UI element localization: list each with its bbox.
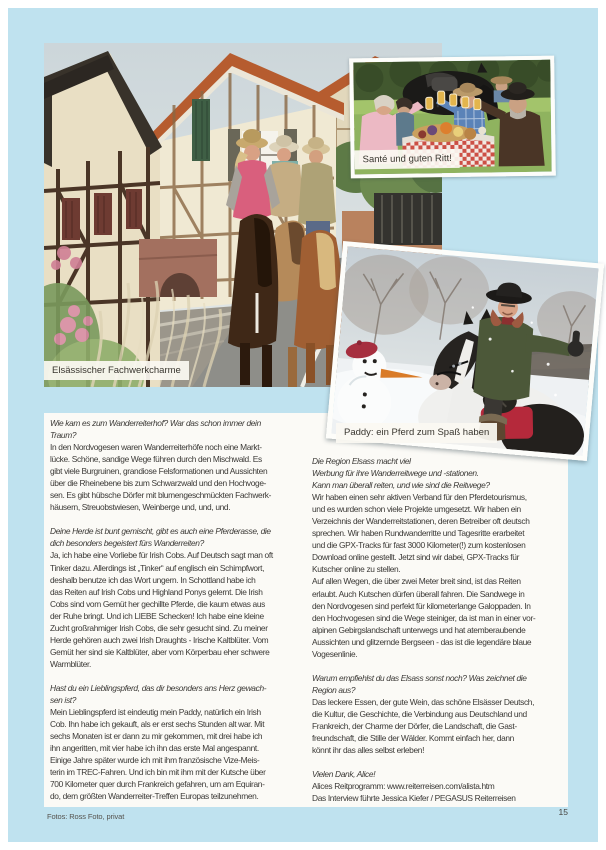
text-line: Vielen Dank, Alice! — [312, 769, 376, 780]
text-line: Kann man überall reiten, und wie sind die Reitwege? — [312, 480, 490, 491]
text-line: Zucht großrahmiger Irish Cobs, die sehr gesucht sind. Zu meiner — [50, 622, 268, 633]
text-line: Werbung für ihre Wanderreitwege und -stationen. — [312, 468, 479, 479]
text-line: den Hochvogesen sind die Wege steiniger, da ist man in einer vor- — [312, 612, 536, 623]
interview-question — [50, 417, 308, 441]
sandstone-wall — [139, 239, 217, 297]
qa-group — [312, 672, 564, 756]
interview-answer — [50, 441, 308, 513]
text-line: alpinen Gebirgslandschaft unterwegs und hat atemberaubende — [312, 624, 526, 635]
interview-answer — [312, 696, 564, 756]
text-line: und es wurden schon viele Projekte umgesetzt. Wir haben ein — [312, 504, 521, 515]
text-line: deshalb benutze ich das Wort ungern. In Schottland habe ich — [50, 574, 256, 585]
text-line: sen ist? — [50, 694, 77, 705]
text-line: Ja, ich habe eine Vorliebe für Irish Cobs. Auf Deutsch sagt man oft — [50, 550, 273, 561]
text-line: das Reiten auf Irish Cobs und Highland Ponys gelernt. Die Irish — [50, 586, 263, 597]
text-line: sechs Monaten ist er dann zu mir gekommen, mit drei habe ich — [50, 731, 263, 742]
text-line: Herde gehören auch zwei Irish Draughts - Irische Kaltblüter. Vom — [50, 634, 269, 645]
qa-group — [312, 768, 564, 804]
qa-group — [312, 455, 564, 660]
text-line: Tinker dazu. Allerdings ist „Tinker“ auf englisch ein Schimpfwort, — [50, 562, 265, 573]
text-line: der Ruhe bringt. Und ich LIEBE Schecken! Ich habe eine kleine — [50, 610, 264, 621]
text-line: freundschaft, die Stille der Wälder. Kommt einfach her, dann — [312, 733, 514, 744]
text-line: Download online gestellt. Jetzt sind wir dabei, GPX-Tracks für — [312, 552, 520, 563]
text-line: könnt ihr das alles selbst erleben! — [312, 745, 425, 756]
paddy-photo-caption: Paddy: ein Pferd zum Spaß haben — [336, 423, 497, 443]
interview-column-left — [50, 417, 308, 802]
interview-question — [50, 682, 308, 706]
text-line: und die GPX-Tracks für fast 3000 Kilometer(!) zum kostenlosen — [312, 540, 526, 551]
text-line: die Kultur, die Geschichte, die Verbindung aus Deutschland und — [312, 708, 527, 719]
text-line: Das leckere Essen, der gute Wein, das schöne Elsässer Deutsch, — [312, 696, 535, 707]
text-line: ihn angeritten, mit vier habe ich ihn das erste Mal angespannt. — [50, 743, 259, 754]
text-line: den Nordvogesen sind perfekt für kilometerlange Galoppaden. In — [312, 600, 531, 611]
main-photo-caption: Elsässischer Fachwerkcharme — [44, 361, 189, 381]
interview-question — [312, 672, 564, 696]
photo-credit: Fotos: Ross Foto, privat — [47, 812, 125, 821]
text-line: Wie kam es zum Wanderreiterhof? War das schon immer dein — [50, 418, 261, 428]
text-line: Kutscher online zu stellen. — [312, 564, 401, 575]
interview-text-panel — [44, 413, 568, 807]
text-line: über die Rheinebene bis zum Schwarzwald und den Hochvoge- — [50, 478, 267, 489]
text-line: In den Nordvogesen waren Wanderreiterhöfe noch eine Markt- — [50, 442, 262, 453]
text-line: Gemüt her sind sie Kaltblüter, aber vom Körperbau eher schwere — [50, 646, 270, 657]
qa-group — [50, 525, 308, 670]
picket-fence — [374, 193, 442, 245]
text-line: Verzeichnis der Wanderreitstationen, deren Betreiber oft deutsch — [312, 516, 530, 527]
text-line: Mein Lieblingspferd ist eindeutig mein Paddy, natürlich ein Irish — [50, 707, 261, 718]
text-line: dich besonders begeistert fürs Wanderreiten? — [50, 538, 204, 549]
text-line: sen. Es gibt hübsche Dörfer mit blumengeschmückten Fachwerk- — [50, 490, 272, 501]
text-line: Einige Jahre später wurde ich mit ihm französische Vize-Meis- — [50, 755, 260, 766]
text-line: Die Region Elsass macht viel — [312, 456, 411, 466]
text-line: sprechen. Wir haben Rundwanderritte und Tagesritte erarbeitet — [312, 528, 525, 539]
text-line: Cobs sind vom Gemüt her gechillte Pferde, die kaum etwas aus — [50, 598, 266, 609]
interview-question — [312, 455, 564, 491]
text-line: Hast du ein Lieblingspferd, das dir besonders ans Herz gewach- — [50, 682, 267, 693]
text-line: Cob. Ihn habe ich gekauft, als er erst sechs Stunden alt war. Mit — [50, 719, 265, 730]
text-line: häusern, Streuobstwiesen, Weinberge und, und, und. — [50, 502, 231, 513]
interview-answer — [50, 549, 308, 669]
picnic-toast-photo — [349, 56, 556, 179]
interview-answer — [312, 491, 564, 660]
text-line: Aussichten und glitzernde Bergseen - das ist die legendäre blaue — [312, 636, 532, 647]
text-line: Warmblüter. — [50, 658, 91, 669]
interview-answer — [50, 706, 308, 802]
text-line: Warum empfiehlst du das Elsass sonst noch? Was zeichnet die — [312, 672, 527, 683]
text-line: terin im TREC-Fahren. Und ich bin mit ihm mit der Kutsche über — [50, 767, 266, 778]
text-line: Frankreich, der Charme der Dörfer, die Landschaft, die Gast- — [312, 720, 517, 731]
text-line: Deine Herde ist bunt gemischt, gibt es auch eine Pferderasse, die — [50, 526, 271, 537]
text-line: Region aus? — [312, 684, 356, 695]
qa-group — [50, 682, 308, 802]
text-line: Auf allen Wegen, die über zwei Meter breit sind, ist das Reiten — [312, 576, 521, 587]
text-line: Das Interview führte Jessica Kiefer / PEGASUS Reiterreisen — [312, 793, 516, 804]
text-line: Alices Reitprogramm: www.reiterreisen.com/alista.htm — [312, 781, 495, 792]
interview-column-right — [312, 455, 564, 804]
text-line: Traum? — [50, 430, 77, 441]
text-line: lücke. Schöne, sandige Wege führen durch den Mischwald. Es — [50, 454, 262, 465]
interview-question — [50, 525, 308, 549]
text-line: Wir haben einen sehr aktiven Verband für den Pferdetourismus, — [312, 492, 527, 503]
text-line: erlaubt. Auch Kutschen dürfen überall fahren. Die Sandwege in — [312, 588, 525, 599]
qa-group — [50, 417, 308, 513]
page-number: 15 — [558, 807, 568, 817]
sante-photo-caption: Santé und guten Ritt! — [354, 148, 460, 169]
text-line: 700 Kilometer quer durch Frankreich gefahren, um am Equiran- — [50, 779, 265, 790]
text-line: do, dem größten Wanderreiter-Treffen Europas teilzunehmen. — [50, 791, 259, 802]
interview-answer — [312, 780, 564, 804]
text-line: Vogesenlinie. — [312, 648, 358, 659]
interview-question — [312, 768, 564, 780]
text-line: gibt viele Burgruinen, grandiose Felsformationen und Aussichten — [50, 466, 268, 477]
